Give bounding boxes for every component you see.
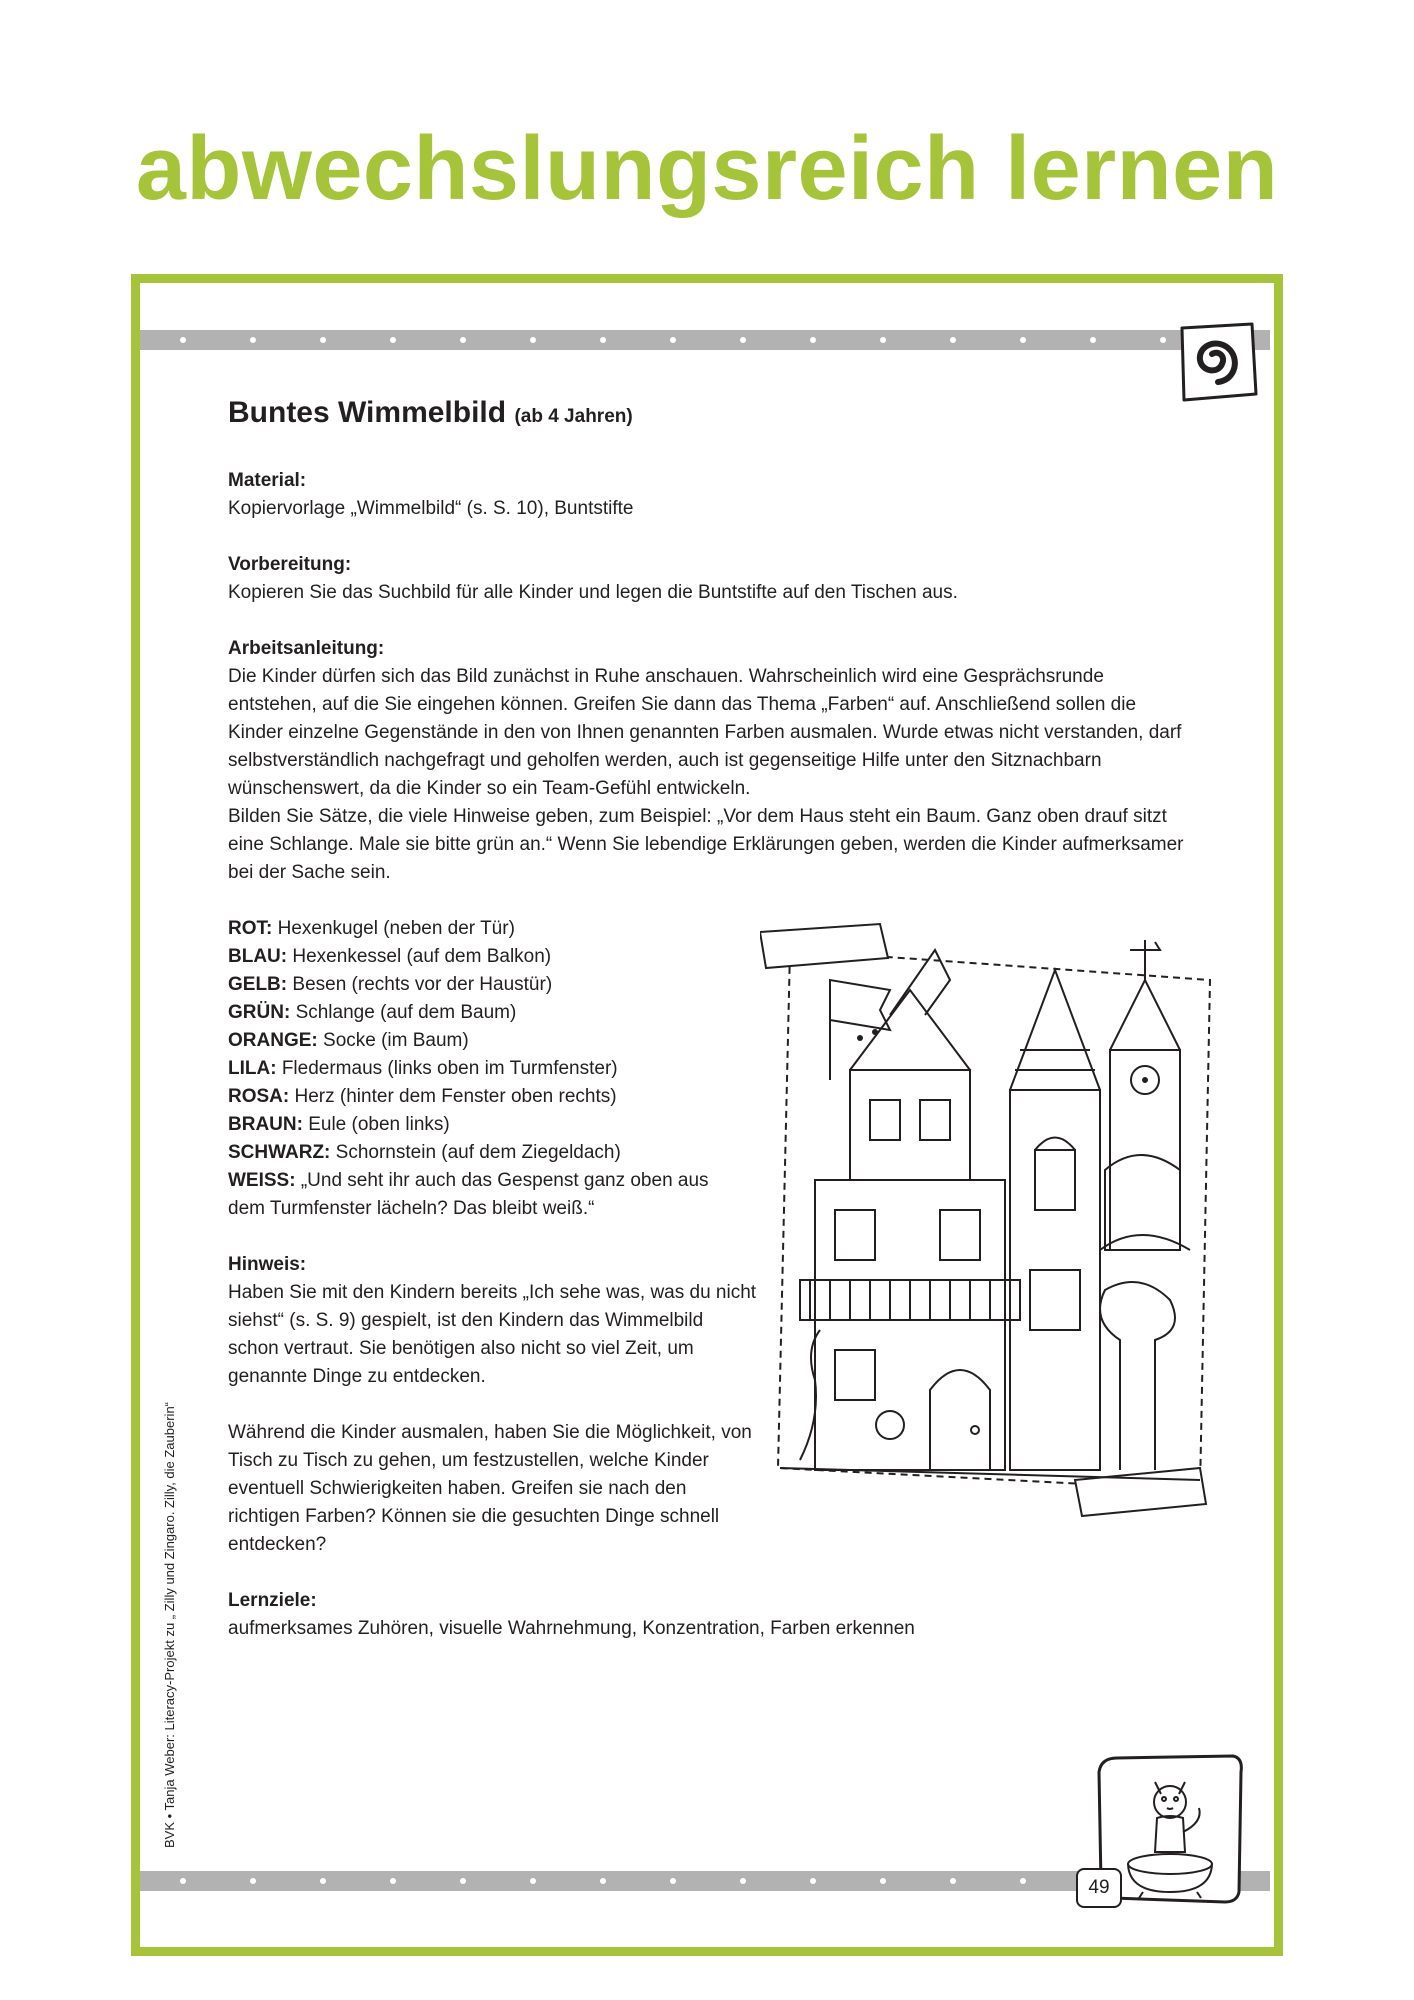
color-item: Hexenkessel (auf dem Balkon)	[292, 946, 552, 967]
activity-title-text: Buntes Wimmelbild	[228, 396, 507, 429]
color-name: LILA:	[228, 1058, 277, 1079]
band-dot	[180, 337, 186, 343]
color-list-item	[228, 999, 748, 1027]
band-dot	[1090, 337, 1096, 343]
band-dot	[1020, 1878, 1026, 1884]
band-dot	[880, 1878, 886, 1884]
band-dot	[670, 337, 676, 343]
band-dot	[1020, 337, 1026, 343]
color-name: ROSA:	[228, 1086, 290, 1107]
preparation-text: Kopieren Sie das Suchbild für alle Kinder und legen die Buntstifte auf den Tischen aus.	[228, 582, 958, 603]
band-dot	[250, 337, 256, 343]
color-name: BRAUN:	[228, 1114, 303, 1135]
band-dot	[950, 1878, 956, 1884]
activity-title	[228, 393, 1188, 437]
band-dot	[1160, 337, 1166, 343]
top-dotted-band	[140, 330, 1270, 350]
band-dot	[880, 337, 886, 343]
color-list-item	[228, 1139, 748, 1167]
color-item: Fledermaus (links oben im Turmfenster)	[281, 1058, 618, 1079]
goals-text: aufmerksames Zuhören, visuelle Wahrnehmung, Konzentration, Farben erkennen	[228, 1618, 915, 1639]
color-name: GRÜN:	[228, 1002, 291, 1023]
color-item: „Und seht ihr auch das Gespenst ganz oben aus dem Turmfenster lächeln? Das bleibt weiß.“	[228, 1170, 709, 1219]
band-dot	[670, 1878, 676, 1884]
page-number: 49	[1076, 1868, 1122, 1908]
band-dot	[320, 1878, 326, 1884]
color-list-item	[228, 971, 748, 999]
band-dot	[950, 337, 956, 343]
side-credit: BVK • Tanja Weber: Literacy-Projekt zu „ Zilly und Zingaro. Zilly, die Zauberin“	[162, 1401, 177, 1848]
preparation-section	[228, 551, 1188, 607]
color-item: Eule (oben links)	[308, 1114, 450, 1135]
band-dot	[740, 337, 746, 343]
color-item: Herz (hinter dem Fenster oben rechts)	[294, 1086, 617, 1107]
spiral-icon	[1176, 322, 1258, 402]
band-dot	[320, 337, 326, 343]
band-dot	[810, 337, 816, 343]
hint-label: Hinweis:	[228, 1254, 307, 1275]
material-text: Kopiervorlage „Wimmelbild“ (s. S. 10), Buntstifte	[228, 498, 634, 519]
activity-age: (ab 4 Jahren)	[514, 406, 633, 427]
material-label: Material:	[228, 470, 307, 491]
color-name: ROT:	[228, 918, 273, 939]
color-name: BLAU:	[228, 946, 288, 967]
color-list-item	[228, 1167, 748, 1223]
observation-text: Während die Kinder ausmalen, haben Sie die Möglichkeit, von Tisch zu Tisch zu gehen, um festzustellen, welche Kinder eventuell Schwierigkeiten haben. Greifen sie nach den richtigen Farben? Können sie die gesuchten Dinge schnell entdecken?	[228, 1422, 752, 1555]
color-list	[228, 915, 748, 1223]
band-dot	[390, 337, 396, 343]
color-item: Besen (rechts vor der Haustür)	[292, 974, 553, 995]
color-list-item	[228, 1111, 748, 1139]
instructions-label: Arbeitsanleitung:	[228, 638, 385, 659]
color-name: WEISS:	[228, 1170, 296, 1191]
instructions-section	[228, 635, 1188, 887]
band-dot	[390, 1878, 396, 1884]
color-item: Schlange (auf dem Baum)	[295, 1002, 517, 1023]
color-name: ORANGE:	[228, 1030, 318, 1051]
color-name: SCHWARZ:	[228, 1142, 331, 1163]
color-list-item	[228, 1055, 748, 1083]
band-dot	[530, 1878, 536, 1884]
color-list-item	[228, 915, 748, 943]
band-dot	[530, 337, 536, 343]
color-item: Socke (im Baum)	[323, 1030, 469, 1051]
witch-house-illustration	[760, 920, 1230, 1520]
color-list-item	[228, 1027, 748, 1055]
band-dot	[600, 337, 606, 343]
band-dot	[740, 1878, 746, 1884]
observation-section	[228, 1419, 758, 1559]
band-dot	[810, 1878, 816, 1884]
goals-section	[228, 1587, 1188, 1643]
color-name: GELB:	[228, 974, 288, 995]
page-header-title: abwechslungsreich lernen	[135, 119, 1279, 219]
band-dot	[180, 1878, 186, 1884]
color-list-item	[228, 943, 748, 971]
band-dot	[600, 1878, 606, 1884]
band-dot	[460, 1878, 466, 1884]
preparation-label: Vorbereitung:	[228, 554, 352, 575]
instructions-paragraph-1: Die Kinder dürfen sich das Bild zunächst in Ruhe anschauen. Wahrscheinlich wird eine Gesprächsrunde entstehen, auf die Sie eingehen können. Greifen Sie dann das Thema „Farben“ auf. Anschließend sollen die Kinder einzelne Gegenstände in den von Ihnen genannten Farben ausmalen. Wurde etwas nicht verstanden, darf selbstverständlich nachgefragt und geholfen werden, auch ist gegenseitige Hilfe unter den Sitznachbarn wünschenswert, da die Kinder so ein Team-Gefühl entwickeln.	[228, 666, 1182, 799]
goals-label: Lernziele:	[228, 1590, 317, 1611]
instructions-paragraph-2: Bilden Sie Sätze, die viele Hinweise geben, zum Beispiel: „Vor dem Haus steht ein Baum. Ganz oben drauf sitzt eine Schlange. Male sie bitte grün an.“ Wenn Sie lebendige Erklärungen geben, werden die Kinder aufmerksamer bei der Sache sein.	[228, 806, 1184, 883]
hint-section	[228, 1251, 758, 1391]
hint-text: Haben Sie mit den Kindern bereits „Ich sehe was, was du nicht siehst“ (s. S. 9) gespielt, ist den Kindern das Wimmelbild schon vertraut. Sie benötigen also nicht so viel Zeit, um genannte Dinge zu entdecken.	[228, 1282, 757, 1387]
band-dot	[250, 1878, 256, 1884]
material-section	[228, 467, 1188, 523]
color-item: Schornstein (auf dem Ziegeldach)	[335, 1142, 621, 1163]
color-list-item	[228, 1083, 748, 1111]
band-dot	[460, 337, 466, 343]
color-item: Hexenkugel (neben der Tür)	[277, 918, 515, 939]
